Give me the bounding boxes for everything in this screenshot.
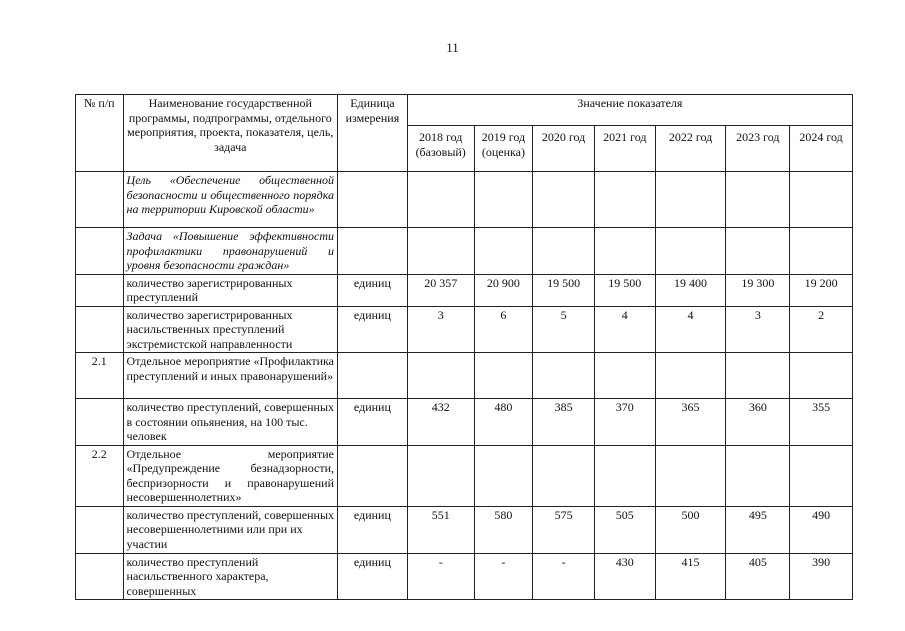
table-row <box>76 274 853 306</box>
row-value-2023-год <box>726 228 790 275</box>
header-year-5 <box>726 126 790 172</box>
row-value-2021-год: 505 <box>594 506 655 553</box>
row-number <box>76 172 124 228</box>
row-number: 2.2 <box>76 445 124 506</box>
row-unit: единиц <box>338 399 408 446</box>
row-value-2024-год: 390 <box>790 553 853 600</box>
row-value-2018-год <box>407 445 474 506</box>
row-value-2024-год <box>790 172 853 228</box>
row-value-2019-год: 6 <box>474 306 533 353</box>
row-value-2018-год <box>407 228 474 275</box>
header-year-label: 2021 год <box>603 130 647 144</box>
header-year-note: (базовый) <box>415 144 466 159</box>
row-value-2022-год: 415 <box>655 553 726 600</box>
row-value-2022-год <box>655 353 726 399</box>
row-value-2024-год <box>790 228 853 275</box>
row-value-2023-год <box>726 445 790 506</box>
header-unit: Единица измерения <box>338 95 408 172</box>
header-year-label: 2023 год <box>736 130 780 144</box>
row-value-2024-год <box>790 445 853 506</box>
row-value-2022-год: 4 <box>655 306 726 353</box>
row-value-2019-год: 580 <box>474 506 533 553</box>
row-number <box>76 506 124 553</box>
row-value-2019-год <box>474 172 533 228</box>
row-value-2018-год: - <box>407 553 474 600</box>
row-unit <box>338 172 408 228</box>
row-value-2023-год: 495 <box>726 506 790 553</box>
row-value-2024-год: 355 <box>790 399 853 446</box>
row-value-2020-год: - <box>533 553 595 600</box>
row-unit: единиц <box>338 506 408 553</box>
row-value-2021-год: 19 500 <box>594 274 655 306</box>
row-value-2020-год <box>533 353 595 399</box>
row-value-2021-год <box>594 228 655 275</box>
header-year-label: 2024 год <box>799 130 843 144</box>
row-value-2022-год <box>655 172 726 228</box>
row-name: Отдельное мероприятие «Предупреждение безнадзорности, беспризорности и правонарушений несовершеннолетних» <box>123 445 337 506</box>
header-values-group: Значение показателя <box>407 95 852 126</box>
row-value-2018-год: 3 <box>407 306 474 353</box>
row-value-2023-год <box>726 172 790 228</box>
row-value-2019-год <box>474 445 533 506</box>
row-value-2023-год: 360 <box>726 399 790 446</box>
header-year-2 <box>533 126 595 172</box>
row-value-2019-год <box>474 353 533 399</box>
row-number <box>76 228 124 275</box>
row-number: 2.1 <box>76 353 124 399</box>
row-value-2021-год: 4 <box>594 306 655 353</box>
row-value-2018-год: 551 <box>407 506 474 553</box>
row-value-2023-год: 405 <box>726 553 790 600</box>
header-year-note: (оценка) <box>481 144 525 159</box>
table-row <box>76 228 853 275</box>
row-name: количество преступлений насильственного характера, совершенных <box>123 553 337 600</box>
row-value-2022-год <box>655 228 726 275</box>
row-name: Цель «Обеспечение общественной безопасности и общественного порядка на территории Кировской области» <box>123 172 337 228</box>
indicators-table <box>75 94 853 600</box>
row-number <box>76 399 124 446</box>
row-value-2021-год: 430 <box>594 553 655 600</box>
header-year-1 <box>474 126 533 172</box>
row-value-2021-год: 370 <box>594 399 655 446</box>
header-name: Наименование государственной программы, подпрограммы, отдельного мероприятия, проекта, показателя, цель, задача <box>123 95 337 172</box>
row-value-2021-год <box>594 172 655 228</box>
row-value-2024-год: 2 <box>790 306 853 353</box>
header-year-6 <box>790 126 853 172</box>
row-value-2022-год: 19 400 <box>655 274 726 306</box>
page-number: 11 <box>446 40 459 55</box>
row-value-2018-год <box>407 172 474 228</box>
row-value-2020-год: 575 <box>533 506 595 553</box>
row-value-2024-год: 19 200 <box>790 274 853 306</box>
row-value-2021-год <box>594 445 655 506</box>
table-row <box>76 445 853 506</box>
row-unit: единиц <box>338 553 408 600</box>
table-row <box>76 553 853 600</box>
row-value-2021-год <box>594 353 655 399</box>
table-row <box>76 172 853 228</box>
row-value-2022-год: 500 <box>655 506 726 553</box>
header-num: № п/п <box>76 95 124 172</box>
row-value-2022-год: 365 <box>655 399 726 446</box>
row-name: Задача «Повышение эффективности профилактики правонарушений и уровня безопасности граждан» <box>123 228 337 275</box>
table-row <box>76 353 853 399</box>
row-number <box>76 553 124 600</box>
header-year-label: 2022 год <box>668 130 713 144</box>
row-value-2019-год <box>474 228 533 275</box>
row-number <box>76 274 124 306</box>
row-value-2020-год: 385 <box>533 399 595 446</box>
row-name: количество зарегистрированных преступлений <box>123 274 337 306</box>
row-value-2023-год: 3 <box>726 306 790 353</box>
row-value-2020-год: 19 500 <box>533 274 595 306</box>
row-value-2022-год <box>655 445 726 506</box>
row-name: Отдельное мероприятие «Профилактика преступлений и иных правонарушений» <box>123 353 337 399</box>
header-year-4 <box>655 126 726 172</box>
row-value-2020-год <box>533 172 595 228</box>
row-value-2020-год <box>533 445 595 506</box>
row-name: количество зарегистрированных насильственных преступлений экстремистской направленности <box>123 306 337 353</box>
header-year-label: 2018 год <box>419 130 463 144</box>
row-value-2020-год: 5 <box>533 306 595 353</box>
row-value-2023-год <box>726 353 790 399</box>
header-year-3 <box>594 126 655 172</box>
row-value-2019-год: 480 <box>474 399 533 446</box>
row-value-2019-год: - <box>474 553 533 600</box>
row-unit <box>338 228 408 275</box>
header-year-label: 2019 год <box>481 130 526 144</box>
table-row <box>76 399 853 446</box>
row-value-2024-год <box>790 353 853 399</box>
row-value-2024-год: 490 <box>790 506 853 553</box>
row-name: количество преступлений, совершенных несовершеннолетними или при их участии <box>123 506 337 553</box>
row-value-2018-год: 432 <box>407 399 474 446</box>
row-value-2018-год <box>407 353 474 399</box>
row-name: количество преступлений, совершенных в состоянии опьянения, на 100 тыс. человек <box>123 399 337 446</box>
row-value-2023-год: 19 300 <box>726 274 790 306</box>
row-unit: единиц <box>338 274 408 306</box>
table-row <box>76 506 853 553</box>
row-unit <box>338 353 408 399</box>
header-year-label: 2020 год <box>541 130 586 144</box>
row-number <box>76 306 124 353</box>
row-unit <box>338 445 408 506</box>
header-year-0 <box>407 126 474 172</box>
row-unit: единиц <box>338 306 408 353</box>
row-value-2019-год: 20 900 <box>474 274 533 306</box>
row-value-2018-год: 20 357 <box>407 274 474 306</box>
table-row <box>76 306 853 353</box>
row-value-2020-год <box>533 228 595 275</box>
